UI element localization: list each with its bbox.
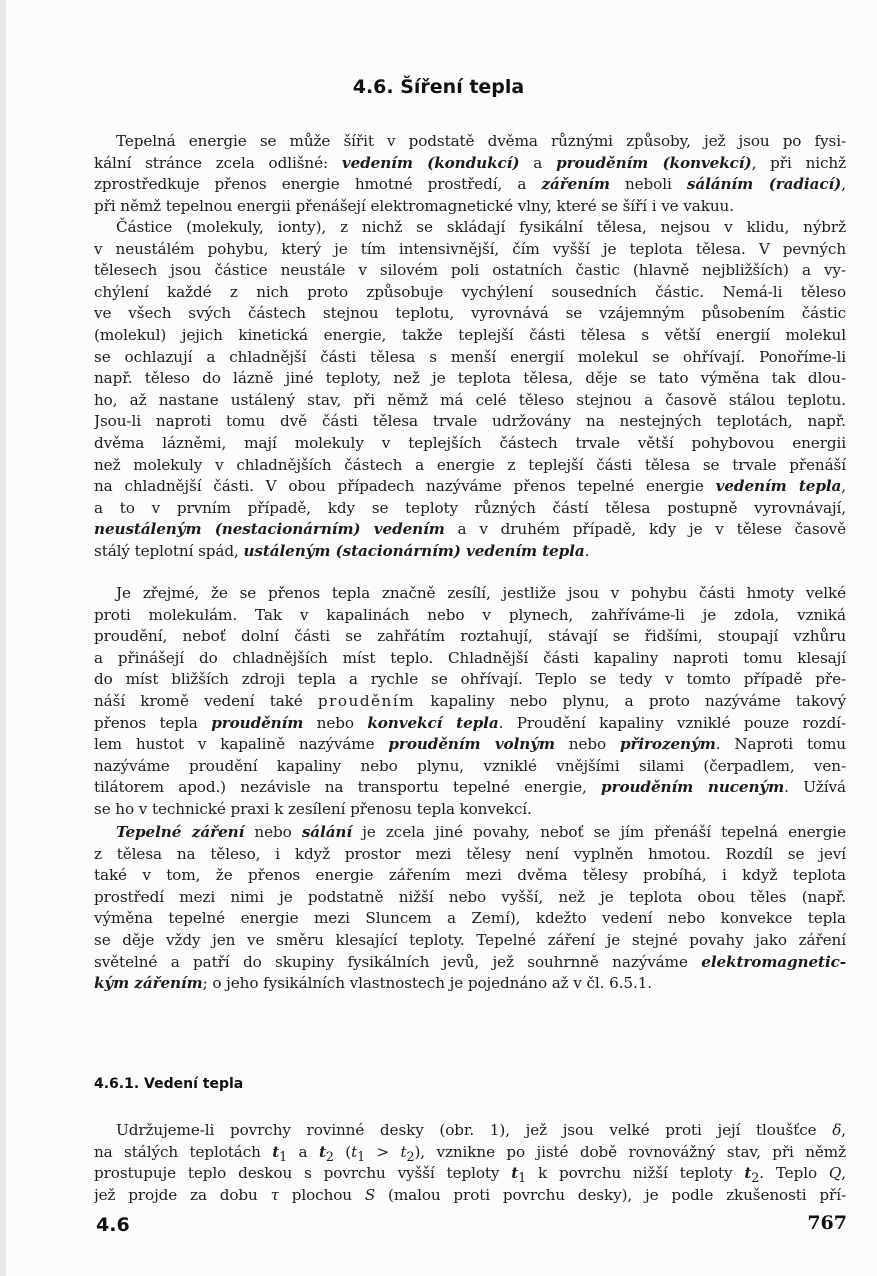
text-line: Částice (molekuly, ionty), z nichž se skládají fysikální tělesa, nejsou v klidu, nýbrž [116, 218, 846, 236]
paragraph-convection [94, 583, 846, 821]
text-line: nazýváme proudění kapaliny nebo plynu, vzniklé vnějšími silami (čerpadlem, ven- [94, 756, 846, 775]
paragraph-intro [94, 131, 846, 217]
text-line: tělesech jsou částice neustále v silovém poli ostatních častic (hlavně nejbližších) a vy- [94, 261, 846, 280]
text-line: lem hustot v kapalině nazýváme prouděním volným nebo přirozeným. Naproti tomu [94, 735, 846, 754]
paragraph-heat-conduction-plate [94, 1120, 846, 1206]
text-line: a přinášejí do chladnějších míst teplo. Chladnější části kapaliny naproti tomu klesají [94, 648, 846, 667]
text-line: výměna tepelné energie mezi Sluncem a Zemí), kdežto vedení nebo konvekce tepla [94, 909, 846, 928]
section-title: 4.6. Šíření tepla [352, 76, 525, 98]
text-line: se ho v technické praxi k zesílení přenosu tepla konvekcí. [94, 799, 532, 818]
text-line: také v tom, že přenos energie zářením mezi dvěma tělesy probíhá, i když teplota [94, 866, 846, 885]
text-line: prostředí mezi nimi je podstatně nižší nebo vyšší, než je teplota obou těles (např. [94, 887, 846, 906]
text-line: než molekuly v chladnějších částech a energie z teplejší části tělesa se trvale přenáší [94, 455, 846, 474]
text-line: Je zřejmé, že se přenos tepla značně zesílí, jestliže jsou v pohybu části hmoty velké [116, 584, 846, 602]
text-line: při němž tepelnou energii přenášejí elektromagnetické vlny, které se šíří i ve vakuu. [94, 196, 734, 215]
paragraph-conduction [94, 217, 846, 563]
text-line: ve všech svých částech stejnou teplotu, vyrovnává se vzájemným působením částic [94, 304, 846, 323]
text-line: přenos tepla prouděním nebo konvekcí tepla. Proudění kapaliny vzniklé pouze rozdí- [94, 713, 846, 732]
running-section-ref: 4.6 [96, 1214, 130, 1236]
text-line: Tepelná energie se může šířit v podstatě dvěma různými způsoby, jež jsou po fysi- [116, 132, 846, 150]
text-line: zprostředkuje přenos energie hmotné prostředí, a zářením neboli sáláním (radiací), [94, 175, 846, 194]
subsection-title: 4.6.1. Vedení tepla [94, 1076, 244, 1092]
text-line: do míst bližších zdroji tepla a rychle se ohřívají. Teplo se tedy v tomto případě pře- [94, 670, 846, 689]
text-line: proti molekulám. Tak v kapalinách nebo v plynech, zahříváme-li je zdola, vzniká [94, 605, 846, 624]
paragraph-radiation [94, 822, 846, 995]
text-line: na chladnější části. V obou případech nazýváme přenos tepelné energie vedením tepla, [94, 477, 846, 496]
text-line: tilátorem apod.) nezávisle na transportu tepelné energie, prouděním nuceným. Užívá [94, 778, 846, 797]
text-line: Udržujeme-li povrchy rovinné desky (obr. 1), jež jsou velké proti její tloušťce δ, [116, 1121, 846, 1139]
text-line: z tělesa na těleso, i když prostor mezi tělesy není vyplněn hmotou. Rozdíl se jeví [94, 844, 846, 863]
page-edge-shadow [0, 0, 6, 1276]
text-line: na stálých teplotách $t_1$ a $t_2$ $(t_1 > t_2)$, vznikne po jisté době rovnovážný stav, při němž [94, 1142, 846, 1164]
text-line: Jsou-li naproti tomu dvě části tělesa trvale udržovány na nestejných teplotách, např. [94, 412, 846, 431]
text-line: v neustálém pohybu, který je tím intensivnější, čím vyšší je teplota tělesa. V pevných [94, 239, 846, 258]
text-line: náší kromě vedení také prouděním kapaliny nebo plynu, a proto nazýváme takový [94, 691, 846, 710]
text-line: chýlení každé z nich proto způsobuje vychýlení sousedních částic. Nemá-li těleso [94, 282, 846, 301]
text-line: Tepelné záření nebo sálání je zcela jiné povahy, neboť se jím přenáší tepelná energie [116, 823, 846, 841]
text-line: se děje vždy jen ve směru klesající teploty. Tepelné záření je stejné povahy jako záření [94, 930, 846, 949]
text-line: ho, až nastane ustálený stav, při němž má celé těleso stejnou a časově stálou teplotu. [94, 390, 846, 409]
text-line: a to v prvním případě, kdy se teploty různých částí tělesa postupně vyrovnávají, [94, 498, 846, 517]
page-number: 767 [807, 1212, 847, 1234]
text-line: kální stránce zcela odlišné: vedením (kondukcí) a prouděním (konvekcí), při nichž [94, 153, 846, 172]
text-line: stálý teplotní spád, ustáleným (stacionárním) vedením tepla. [94, 541, 590, 560]
text-line: (molekul) jejich kinetická energie, takže teplejší části tělesa s větší energií molekul [94, 325, 846, 344]
text-line: světelné a patří do skupiny fysikálních jevů, jež souhrnně nazýváme elektromagnetic- [94, 952, 846, 971]
text-line: např. těleso do lázně jiné teploty, než je teplota tělesa, děje se tato výměna tak dlou- [94, 369, 846, 388]
text-line: dvěma lázněmi, mají molekuly v teplejších částech trvale větší pohybovou energii [94, 433, 846, 452]
text-line: se ochlazují a chladnější části tělesa s menší energií molekul se ohřívají. Ponoříme-li [94, 347, 846, 366]
text-line: kým zářením; o jeho fysikálních vlastnostech je pojednáno až v čl. 6.5.1. [94, 974, 653, 993]
text-line: jež projde za dobu τ plochou S (malou proti povrchu desky), je podle zkušenosti pří- [94, 1185, 846, 1204]
text-line: neustáleným (nestacionárním) vedením a v druhém případě, kdy je v tělese časově [94, 520, 846, 539]
text-line: prostupuje teplo deskou s povrchu vyšší teploty $t_1$ k povrchu nižší teploty $t_2$. Teplo Q, [94, 1164, 846, 1185]
text-line: proudění, neboť dolní části se zahřátím roztahují, stávají se řidšími, stoupají vzhůru [94, 627, 846, 646]
